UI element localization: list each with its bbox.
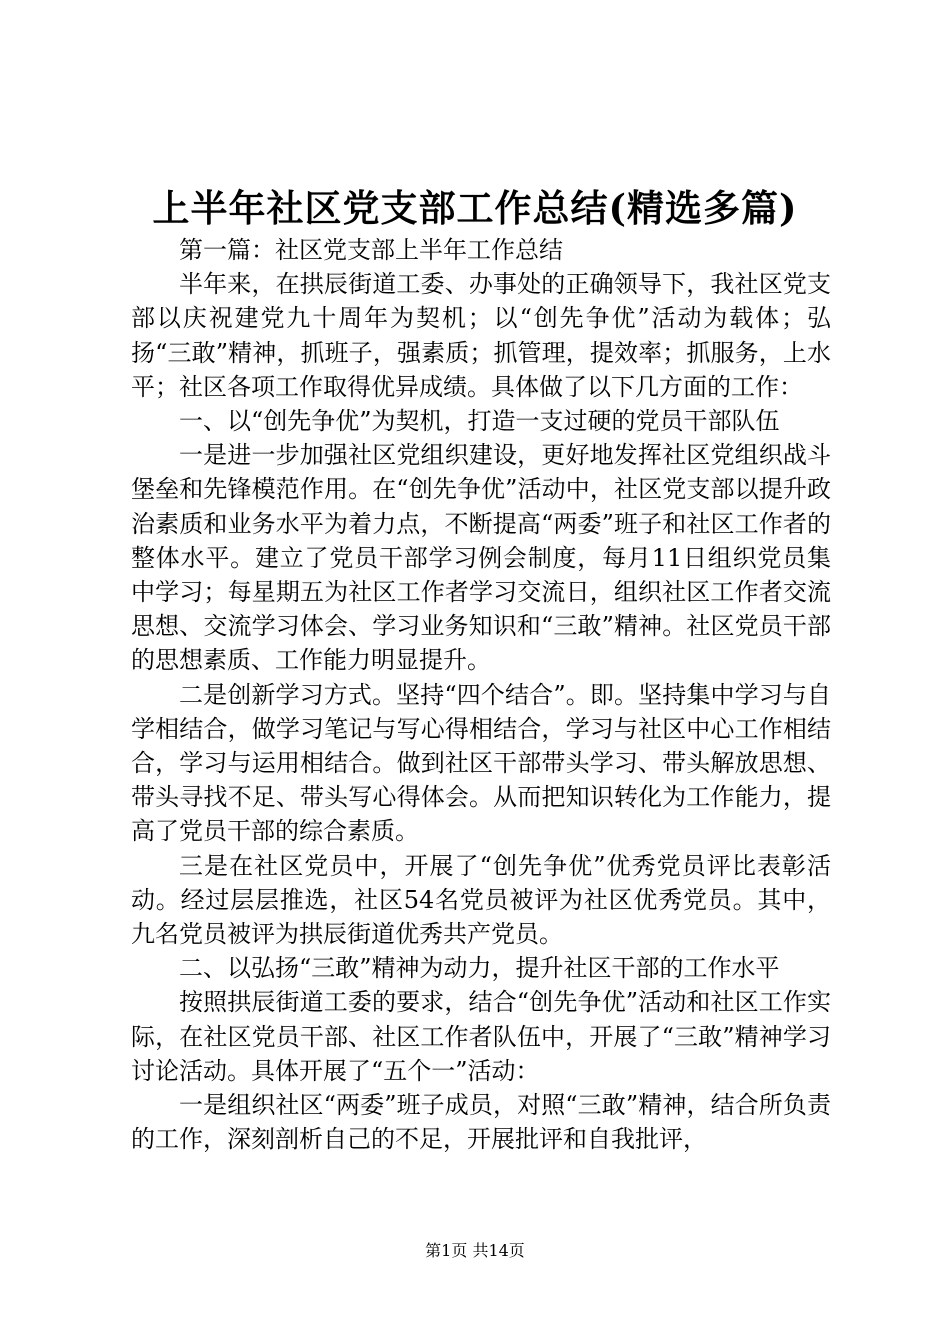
page-number-footer: 第1页 共14页	[425, 1241, 525, 1260]
body-paragraph: 二是创新学习方式。坚持“四个结合”。即。坚持集中学习与自学相结合，做学习笔记与写心得相结合，学习与社区中心工作相结合，学习与运用相结合。做到社区干部带头学习、带头解放思想、带头寻找不足、带头写心得体会。从而把知识转化为工作能力，提高了党员干部的综合素质。	[131, 680, 831, 846]
section-heading-one: 一、以“创先争优”为契机，打造一支过硬的党员干部队伍	[179, 407, 780, 436]
document-title: 上半年社区党支部工作总结(精选多篇)	[152, 186, 798, 230]
body-paragraph: 一是组织社区“两委”班子成员，对照“三敢”精神，结合所负责的工作，深刻剖析自己的不足，开展批评和自我批评，	[131, 1091, 831, 1154]
body-paragraph: 一是进一步加强社区党组织建设，更好地发挥社区党组织战斗堡垒和先锋模范作用。在“创先争优”活动中，社区党支部以提升政治素质和业务水平为着力点，不断提高“两委”班子和社区工作者的整体水平。建立了党员干部学习例会制度，每月11日组织党员集中学习；每星期五为社区工作者学习交流日，组织社区工作者交流思想、交流学习体会、学习业务知识和“三敢”精神。社区党员干部的思想素质、工作能力明显提升。	[131, 441, 831, 675]
intro-paragraph: 半年来，在拱辰街道工委、办事处的正确领导下，我社区党支部以庆祝建党九十周年为契机；以“创先争优”活动为载体；弘扬“三敢”精神，抓班子，强素质；抓管理，提效率；抓服务，上水平；社区各项工作取得优异成绩。具体做了以下几方面的工作：	[131, 270, 831, 401]
body-paragraph: 三是在社区党员中，开展了“创先争优”优秀党员评比表彰活动。经过层层推选，社区54名党员被评为社区优秀党员。其中，九名党员被评为拱辰街道优秀共产党员。	[131, 851, 831, 949]
body-paragraph: 按照拱辰街道工委的要求，结合“创先争优”活动和社区工作实际，在社区党员干部、社区工作者队伍中，开展了“三敢”精神学习讨论活动。具体开展了“五个一”活动：	[131, 988, 831, 1085]
document-body	[131, 233, 831, 1156]
section-heading-two: 二、以弘扬“三敢”精神为动力，提升社区干部的工作水平	[179, 954, 780, 983]
section-heading-part-one: 第一篇：社区党支部上半年工作总结	[179, 236, 563, 264]
